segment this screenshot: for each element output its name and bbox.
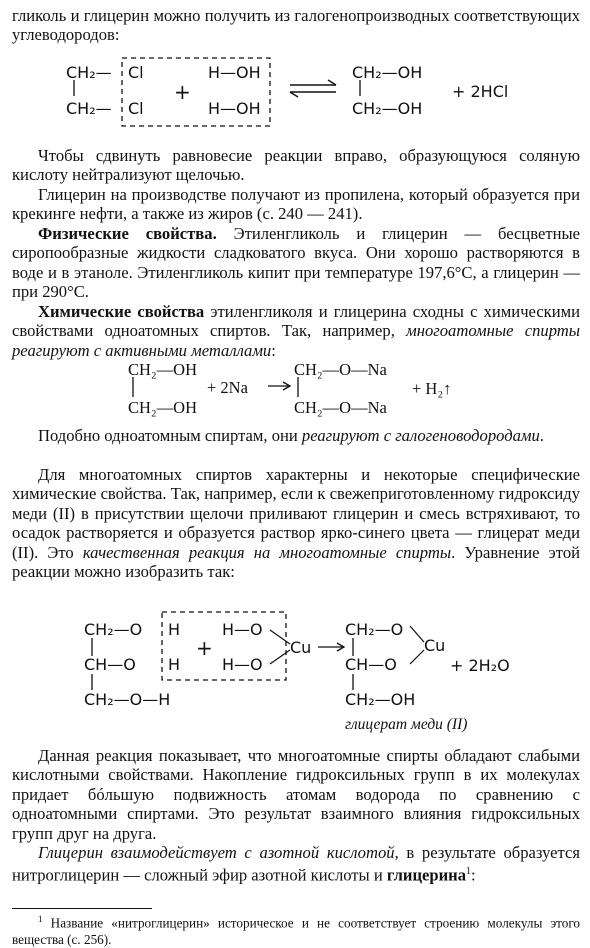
hydrogen-atom: H [168, 655, 181, 674]
ch2-group: CH₂— [66, 63, 112, 82]
footnote-marker: 1 [466, 866, 472, 878]
product-ethylene-glycol: CH₂—OH [352, 99, 423, 118]
hydroxide-group: H—O [222, 620, 263, 639]
section-heading: Химические свойства [38, 302, 205, 321]
hydrogen-atom: H— [208, 63, 237, 82]
hydroxide-group: H—O [222, 655, 263, 674]
chlorine-atom: Cl [128, 63, 144, 82]
sodium-reagent: + 2Na [207, 378, 248, 397]
reactant-glycol: CH₂—OH [128, 398, 198, 417]
paragraph-acidic-properties: Данная реакция показывает, что многоатомные спирты обладают слабыми кислотными свойствами. Накопление гидроксильных групп в их молекулах придает бóльшую подвижность атомам водорода по сравнению с одноатомными спиртами. Это результат взаимного влияния гидроксильных групп друг на друга. [12, 746, 580, 843]
footnote: $^1$ Название «нитроглицерин» историческое и не соответствует строению молекулы этого вещества (с. 256). [12, 914, 580, 948]
footnote-number: 1 [38, 914, 43, 924]
glycerol-ch-o: CH—O [84, 655, 136, 674]
paragraph-chemical-properties: Химические свойства этиленгликоля и глицерина сходны с химическими свойствами одноатомных спиртов. Так, например, многоатомные спирты реагируют с активными металлами: [12, 302, 581, 360]
product-sodium-glycolate: CH₂—O—Na [294, 360, 387, 379]
paragraph-qualitative-reaction: Для многоатомных спиртов характерны и некоторые специфические химические свойства. Так, например, если к свежеприготовленному гидроксиду меди (II) в присутствии щелочи приливают глицерин и смесь встряхивают, то осадок растворяется и образуется раствор ярко-синего цвета — глицерат меди (II). Это качественная реакция на многоатомные спирты. Уравнение этой реакции можно изобразить так: [12, 465, 580, 582]
paragraph-hydrogen-halides: Подобно одноатомным спиртам, они реагируют с галогеноводородами. [38, 426, 544, 445]
plus-sign: + [196, 636, 213, 660]
hydrogen-gas: + H₂↑ [412, 379, 452, 398]
paragraph-equilibrium: Чтобы сдвинуть равновесие реакции вправо, образующуюся соляную кислоту нейтрализуют щелочью. [12, 146, 580, 185]
copper-atom: Cu [424, 636, 446, 655]
hcl-byproduct: + 2HCl [452, 82, 509, 101]
copper-atom: Cu [290, 638, 312, 657]
intro-paragraph: гликоль и глицерин можно получить из галогенопроизводных соответствующих углеводородов: [12, 6, 580, 45]
paragraph-nitric-acid: Глицерин взаимодействует с азотной кислотой, в результате образуется нитроглицерин — сложный эфир азотной кислоты и глицерина$^1$: [12, 843, 580, 885]
reactant-glycol: CH₂—OH [128, 360, 198, 379]
glycerol-ch2-oh: CH₂—O—H [84, 690, 171, 709]
glycerate-ch2-o: CH₂—O [345, 620, 404, 639]
footnote-divider [12, 908, 152, 909]
plus-sign: + [174, 80, 191, 104]
paragraph-physical-properties: Физические свойства. Этиленгликоль и глицерин — бесцветные сиропообразные жидкости сладковатого вкуса. Они хорошо растворяются в воде и в этаноле. Этиленгликоль кипит при температуре 197,6°C, а глицерин — при 290°C. [12, 224, 580, 302]
glycerate-caption: глицерат меди (II) [345, 716, 468, 733]
hydroxyl-group: OH [236, 99, 261, 118]
paragraph-production: Глицерин на производстве получают из пропилена, который образуется при крекинге нефти, а также из жиров (с. 240 — 241). [12, 185, 580, 224]
product-ethylene-glycol: CH₂—OH [352, 63, 423, 82]
glycerate-ch2-oh: CH₂—OH [345, 690, 416, 709]
ch2-group: CH₂— [66, 99, 112, 118]
hydrogen-atom: H [168, 620, 181, 639]
hydroxyl-group: OH [236, 63, 261, 82]
water-byproduct: + 2H₂O [450, 656, 510, 675]
glycerate-ch-o: CH—O [345, 655, 397, 674]
glycerol-ch2-o: CH₂—O [84, 620, 143, 639]
chlorine-atom: Cl [128, 99, 144, 118]
section-heading: Физические свойства. [38, 224, 217, 243]
product-sodium-glycolate: CH₂—O—Na [294, 398, 387, 417]
hydrogen-atom: H— [208, 99, 237, 118]
